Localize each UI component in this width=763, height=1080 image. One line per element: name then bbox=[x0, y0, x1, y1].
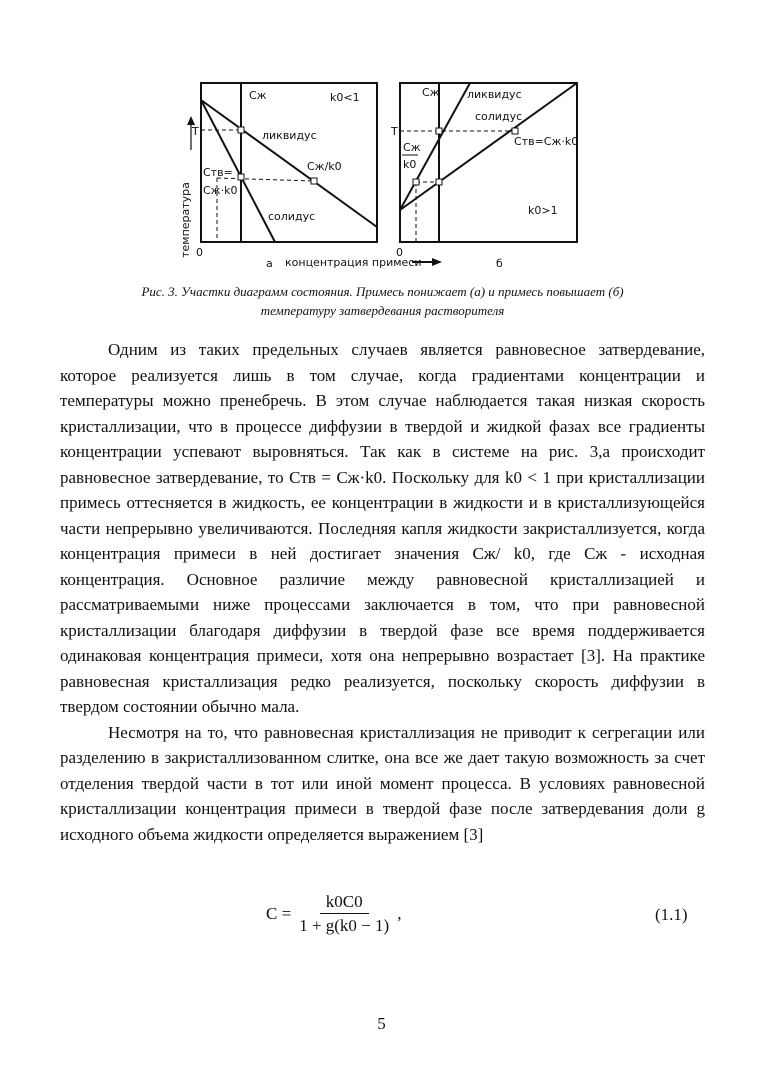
b-liquidus-label: ликвидус bbox=[467, 88, 522, 101]
formula-denominator: 1 + g(k0 − 1) bbox=[299, 916, 390, 935]
paragraph-2: Несмотря на то, что равновесная кристаллизация не приводит к сегрегации или разделению в закристаллизованном слитке, она все же дает такую возможность за счет отделения твердой части в тот или иной момент процесса. В условиях равновесной кристаллизации концентрация примеси в твердой фазе после затвердевания доли g исходного объема жидкости определяется выражением [3] bbox=[60, 722, 705, 844]
a-origin: 0 bbox=[196, 246, 203, 259]
b-c-solid-expr: Cтв=Cж·k0 bbox=[514, 135, 579, 148]
formula-fraction bbox=[293, 892, 395, 936]
a-k0-condition: k0<1 bbox=[330, 91, 360, 104]
a-c-solid-expr: Cж·k0 bbox=[203, 184, 238, 197]
page-number: 5 bbox=[377, 1014, 386, 1033]
y-axis-label: температура bbox=[179, 182, 192, 258]
a-ratio-label: Cж/k0 bbox=[307, 160, 342, 173]
panel-a bbox=[191, 83, 377, 270]
formula-trail: , bbox=[397, 904, 402, 923]
formula-lhs: C = bbox=[266, 904, 292, 923]
b-panel-letter: б bbox=[496, 257, 503, 270]
body-text bbox=[60, 337, 705, 847]
a-c-solid-label: Cтв= bbox=[203, 166, 233, 179]
a-t-label: T bbox=[192, 125, 199, 138]
b-ratio-num: Cж bbox=[403, 141, 421, 154]
caption-line-2: температуру затвердевания растворителя bbox=[260, 303, 505, 318]
b-solidus-label: солидус bbox=[475, 110, 523, 123]
b-t-label: T bbox=[391, 125, 398, 138]
formula-numerator: k0C0 bbox=[320, 892, 369, 914]
formula-1-1 bbox=[0, 886, 763, 946]
a-c-liquid-label: Cж bbox=[249, 89, 267, 102]
caption-line-1: Рис. 3. Участки диаграмм состояния. Примесь понижает (а) и примесь повышает (б) bbox=[141, 284, 624, 299]
b-ratio-den: k0 bbox=[403, 158, 417, 171]
formula-expression bbox=[266, 892, 401, 936]
b-origin: 0 bbox=[396, 246, 403, 259]
b-k0-condition: k0>1 bbox=[528, 204, 558, 217]
x-axis-label: концентрация примеси bbox=[285, 256, 422, 269]
b-c-liquid-label: Cж bbox=[422, 86, 440, 99]
panel-b bbox=[390, 83, 578, 270]
a-liquidus-label: ликвидус bbox=[262, 129, 317, 142]
phase-diagram-figure bbox=[170, 70, 610, 280]
figure-caption bbox=[60, 282, 705, 320]
a-solidus-label: солидус bbox=[268, 210, 316, 223]
paragraph-1: Одним из таких предельных случаев является равновесное затвердевание, которое реализуется лишь в том случае, когда градиентами концентрации и температуры можно пренебречь. В этом случае наблюдается такая низкая скорость кристаллизации, что в процессе диффузии в твердой и жидкой фазах все градиенты концентрации успевают выровняться. Так как в системе на рис. 3,а происходит равновесное затвердевание, то Cтв = Cж·k0. Поскольку для k0 < 1 при кристаллизации примесь оттесняется в жидкость, ее концентрации в жидкости и в кристаллизующейся части непрерывно увеличиваются. Последняя капля жидкости закристаллизуется, когда концентрация примеси в ней достигает значения Cж/ k0, где Cж - исходная концентрация. Основное различие между равновесной кристаллизацией и рассматриваемыми ниже процессами заключается в том, что при равновесной кристаллизации благодаря диффузии в твердой фазе все время поддерживается одинаковая концентрация примеси, хотя она непрерывно возрастает [3]. На практике равновесная кристаллизация редко реализуется, поскольку скорость диффузии в твердом состоянии обычно мала. bbox=[60, 340, 705, 716]
a-panel-letter: а bbox=[266, 257, 273, 270]
formula-number: (1.1) bbox=[655, 905, 688, 924]
